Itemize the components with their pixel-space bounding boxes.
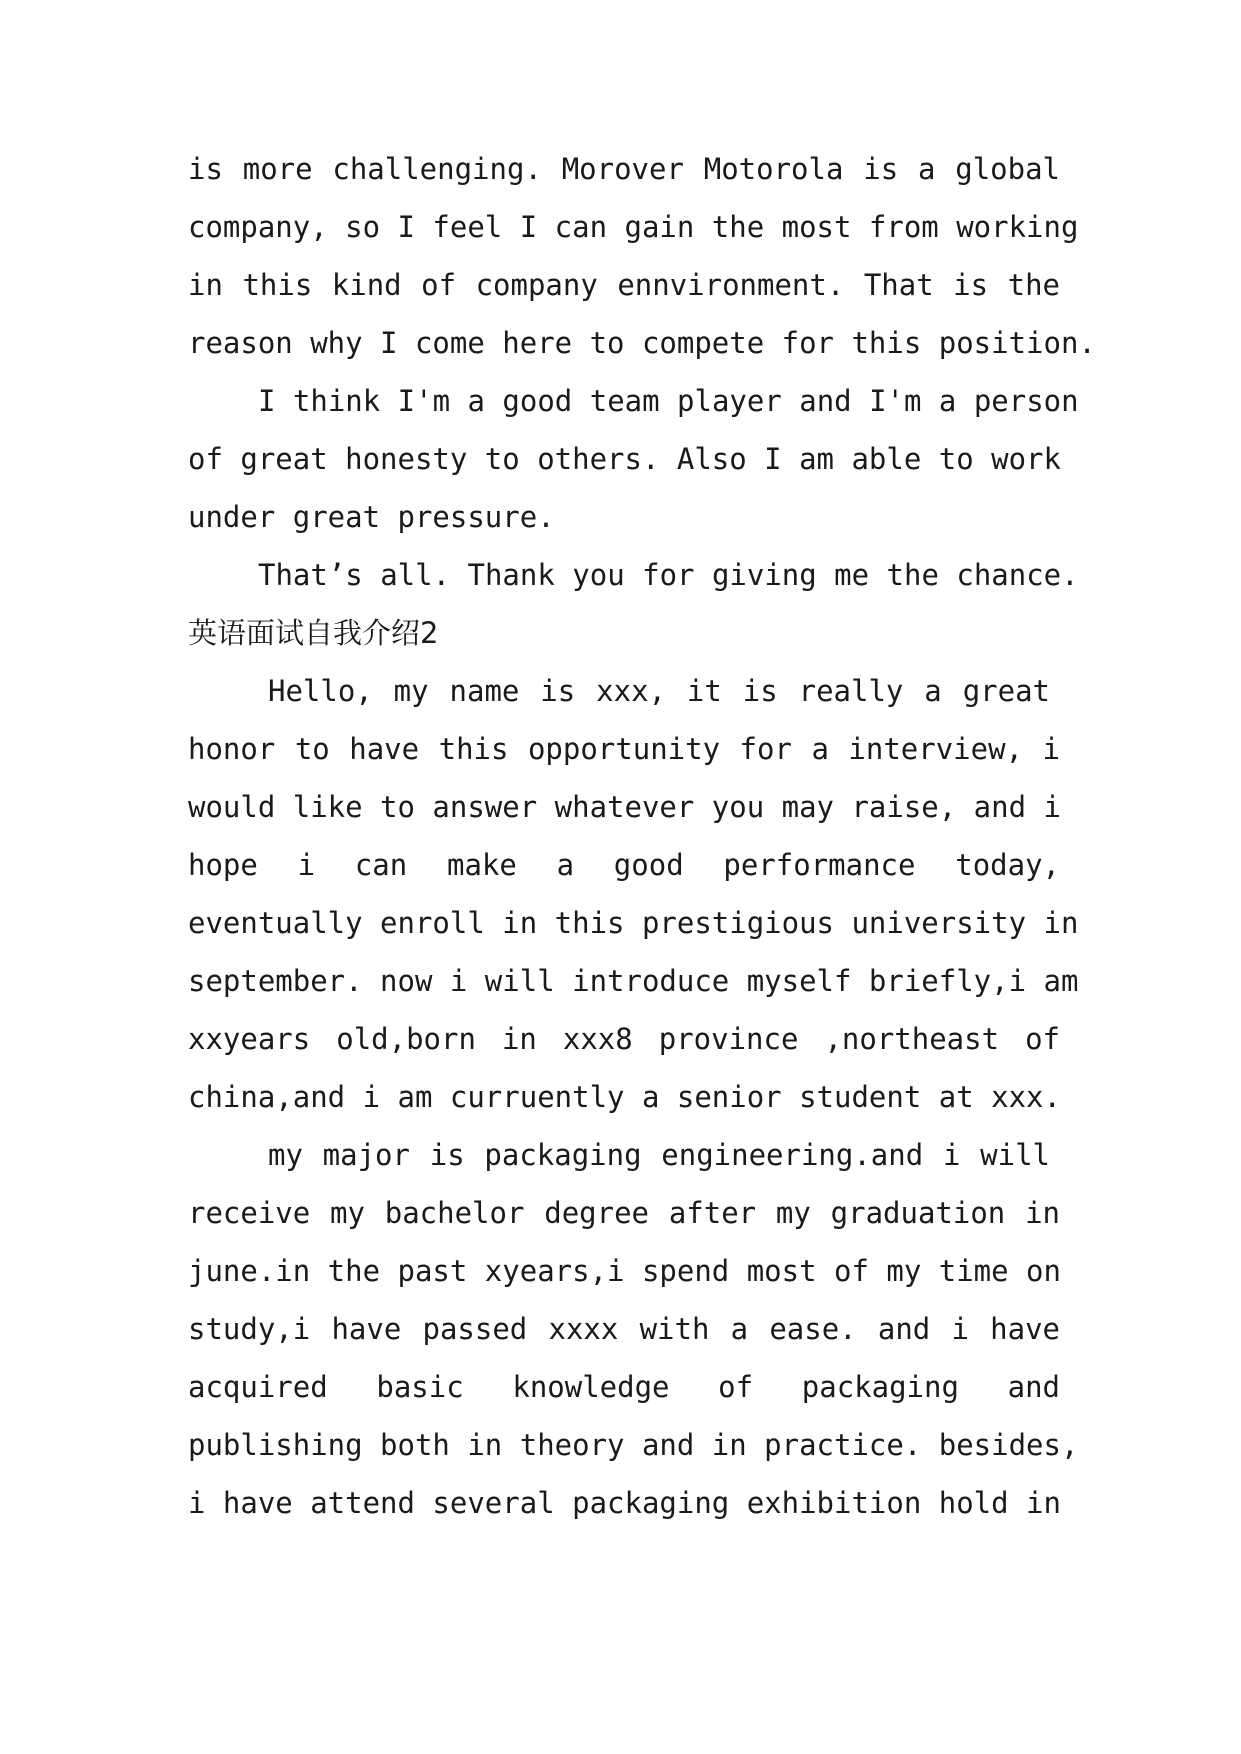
text-line: hope i can make a good performance today, — [188, 848, 1060, 882]
text-line: study,i have passed xxxx with a ease. and i have — [188, 1312, 1060, 1346]
paragraph-start-line: That’s all. Thank you for giving me the chance. — [258, 558, 1079, 592]
text-line: china,and i am curruently a senior student at xxx. — [188, 1080, 1061, 1114]
text-line: september. now i will introduce myself briefly,i am — [188, 964, 1079, 998]
text-line: receive my bachelor degree after my graduation in — [188, 1196, 1060, 1230]
text-line: company, so I feel I can gain the most from working — [188, 210, 1079, 244]
text-line: of great honesty to others. Also I am able to work — [188, 442, 1061, 476]
paragraph-start-line: Hello, my name is xxx, it is really a great — [268, 674, 1050, 708]
text-line: acquired basic knowledge of packaging and — [188, 1370, 1060, 1404]
section-heading: 英语面试自我介绍2 — [188, 616, 439, 650]
paragraph-start-line: I think I'm a good team player and I'm a person — [258, 384, 1079, 418]
text-line: i have attend several packaging exhibition hold in — [188, 1486, 1061, 1520]
text-line: june.in the past xyears,i spend most of my time on — [188, 1254, 1061, 1288]
text-line: would like to answer whatever you may raise, and i — [188, 790, 1061, 824]
text-line: honor to have this opportunity for a interview, i — [188, 732, 1060, 766]
text-line: eventually enroll in this prestigious university in — [188, 906, 1079, 940]
text-line: in this kind of company ennvironment. That is the — [188, 268, 1060, 302]
paragraph-start-line: my major is packaging engineering.and i will — [268, 1138, 1050, 1172]
text-line: xxyears old,born in xxx8 province ,northeast of — [188, 1022, 1060, 1056]
text-line: is more challenging. Morover Motorola is a global — [188, 152, 1060, 186]
text-line: publishing both in theory and in practice. besides, — [188, 1428, 1079, 1462]
text-line: reason why I come here to compete for this position. — [188, 326, 1096, 360]
text-line: under great pressure. — [188, 500, 555, 534]
